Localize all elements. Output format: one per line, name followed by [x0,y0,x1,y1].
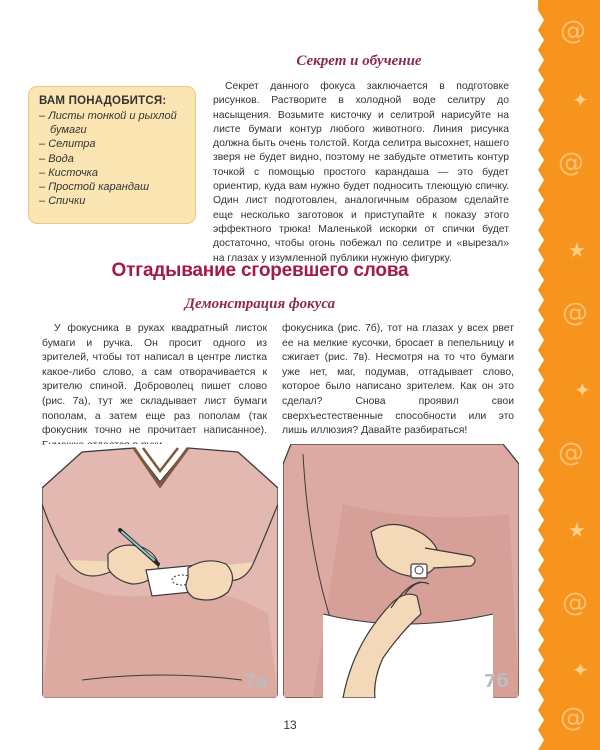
figure-label-7b: 7б [483,671,509,692]
list-item: – Кисточка [39,166,185,180]
demo-subtitle: Демонстрация фокуса [184,296,336,312]
list-item: – Вода [39,152,185,166]
figure-label-7a: 7а [243,671,268,692]
star-icon: ★ [568,238,586,262]
list-item: – Простой карандаш [39,180,185,194]
swirl-icon: @ [560,16,586,46]
demo-text-left-column: У фокусника в руках квадратный листок бумаги и ручка. Он просит одного из зрителей, чтобы тот написал в центре листка какое-либо слово, а сам отворачивается к зрителю спиной. Доброволец пишет слово (рис. 7а), тут же складывает лист бумаги пополам, а затем еще раз пополам (так фокусник точно не прочитает написанное). [42,323,267,437]
star-icon: ✦ [574,378,591,402]
folded-paper-handoff-illustration [283,444,519,698]
list-item: – Селитра [39,137,185,151]
swirl-icon: @ [560,703,586,733]
trick-title: Отгадывание сгоревшего слова [111,260,409,281]
secret-section-body: Секрет данного фокуса заключается в подготовке рисунков. Растворите в холодной воде селитру до насыщения. Возьмите кисточку и селитрой нарисуйте на листе бумаги контур любого животного. Линия рисунка должна быть очень толстой. Когда селитра высохнет, нашего зверя не будет видно, поэтому не забудьте отметить контур точкой с помощью простого карандаша — это будет ориентир, куда вам нужно будет подносить тлеющую спичку. Один лист подготовлен, аналогичным образом сделайте еще несколько заготовок и приступайте к показу этого эффектного трюка! Маленькой искорки от спички будет достаточно, чтобы огонь побежал по селитре и «вырезал» на глазах у изумленной публики нужную фигурку. [213,81,510,264]
illustration-7a [42,444,278,698]
swirl-icon: @ [558,438,584,468]
person-writing-illustration [42,444,278,698]
swirl-icon: @ [562,588,588,618]
star-icon: ✦ [572,88,589,112]
secret-section-title: Секрет и обучение [296,53,422,69]
star-icon: ✦ [572,658,589,682]
list-item: – Спички [39,194,185,208]
materials-box [28,86,196,224]
illustration-7b [283,444,519,698]
star-icon: ★ [568,518,586,542]
zigzag-edge-icon [538,0,550,750]
materials-list [39,109,185,208]
page-number: 13 [283,718,297,732]
list-item: – Листы тонкой и рыхлой бумаги [39,109,185,137]
swirl-icon: @ [562,298,588,328]
demo-text-right-column: фокусника (рис. 7б), тот на глазах у всех рвет ее на мелкие кусочки, бросает в пепельницу и сжигает (рис. 7в). Несмотря на то что бумаги уже нет, маг, подумав, отгадывает слово, которое было написано зрителем. Как он это сделал? Снова проявил свои сверхъестественные способности или это лишь иллюзия? Давайте разбираться! [282,323,514,437]
swirl-icon: @ [558,148,584,178]
materials-title: ВАМ ПОНАДОБИТСЯ: [39,95,167,107]
decorative-side-border [538,0,600,750]
